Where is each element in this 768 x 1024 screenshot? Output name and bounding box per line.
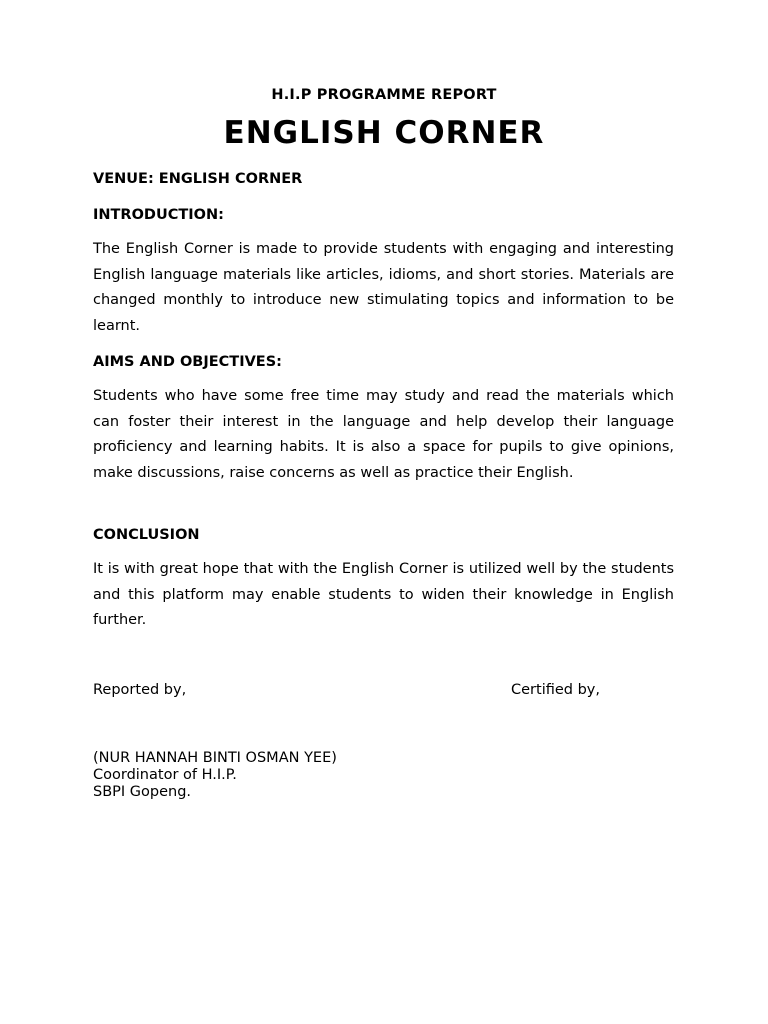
- conclusion-text: It is with great hope that with the English Corner is utilized well by the students and this platform may enable students to widen their knowledge in English further.: [93, 561, 674, 629]
- aims-heading: AIMS AND OBJECTIVES:: [93, 354, 282, 370]
- report-subtitle: H.I.P PROGRAMME REPORT: [271, 87, 497, 103]
- reporter-school: SBPI Gopeng.: [93, 784, 192, 800]
- reported-by-label: Reported by,: [93, 682, 187, 698]
- report-title: ENGLISH CORNER: [223, 115, 545, 151]
- reporter-position: Coordinator of H.I.P.: [93, 767, 237, 783]
- introduction-heading: INTRODUCTION:: [93, 207, 224, 223]
- aims-text: Students who have some free time may study and read the materials which can foster their interest in the language and help develop their language proficiency and learning habits. It is also a space for pupils to give opinions, make discussions, raise concerns as well as practice their English.: [93, 388, 674, 481]
- venue-heading: VENUE: ENGLISH CORNER: [93, 171, 303, 187]
- introduction-text: The English Corner is made to provide students with engaging and interesting English language materials like articles, idioms, and short stories. Materials are changed monthly to introduce new stimulating topics and information to be learnt.: [93, 241, 674, 334]
- reporter-name: (NUR HANNAH BINTI OSMAN YEE): [93, 750, 337, 766]
- certified-by-label: Certified by,: [511, 682, 600, 698]
- conclusion-heading: CONCLUSION: [93, 527, 200, 543]
- signature-block: [93, 750, 337, 801]
